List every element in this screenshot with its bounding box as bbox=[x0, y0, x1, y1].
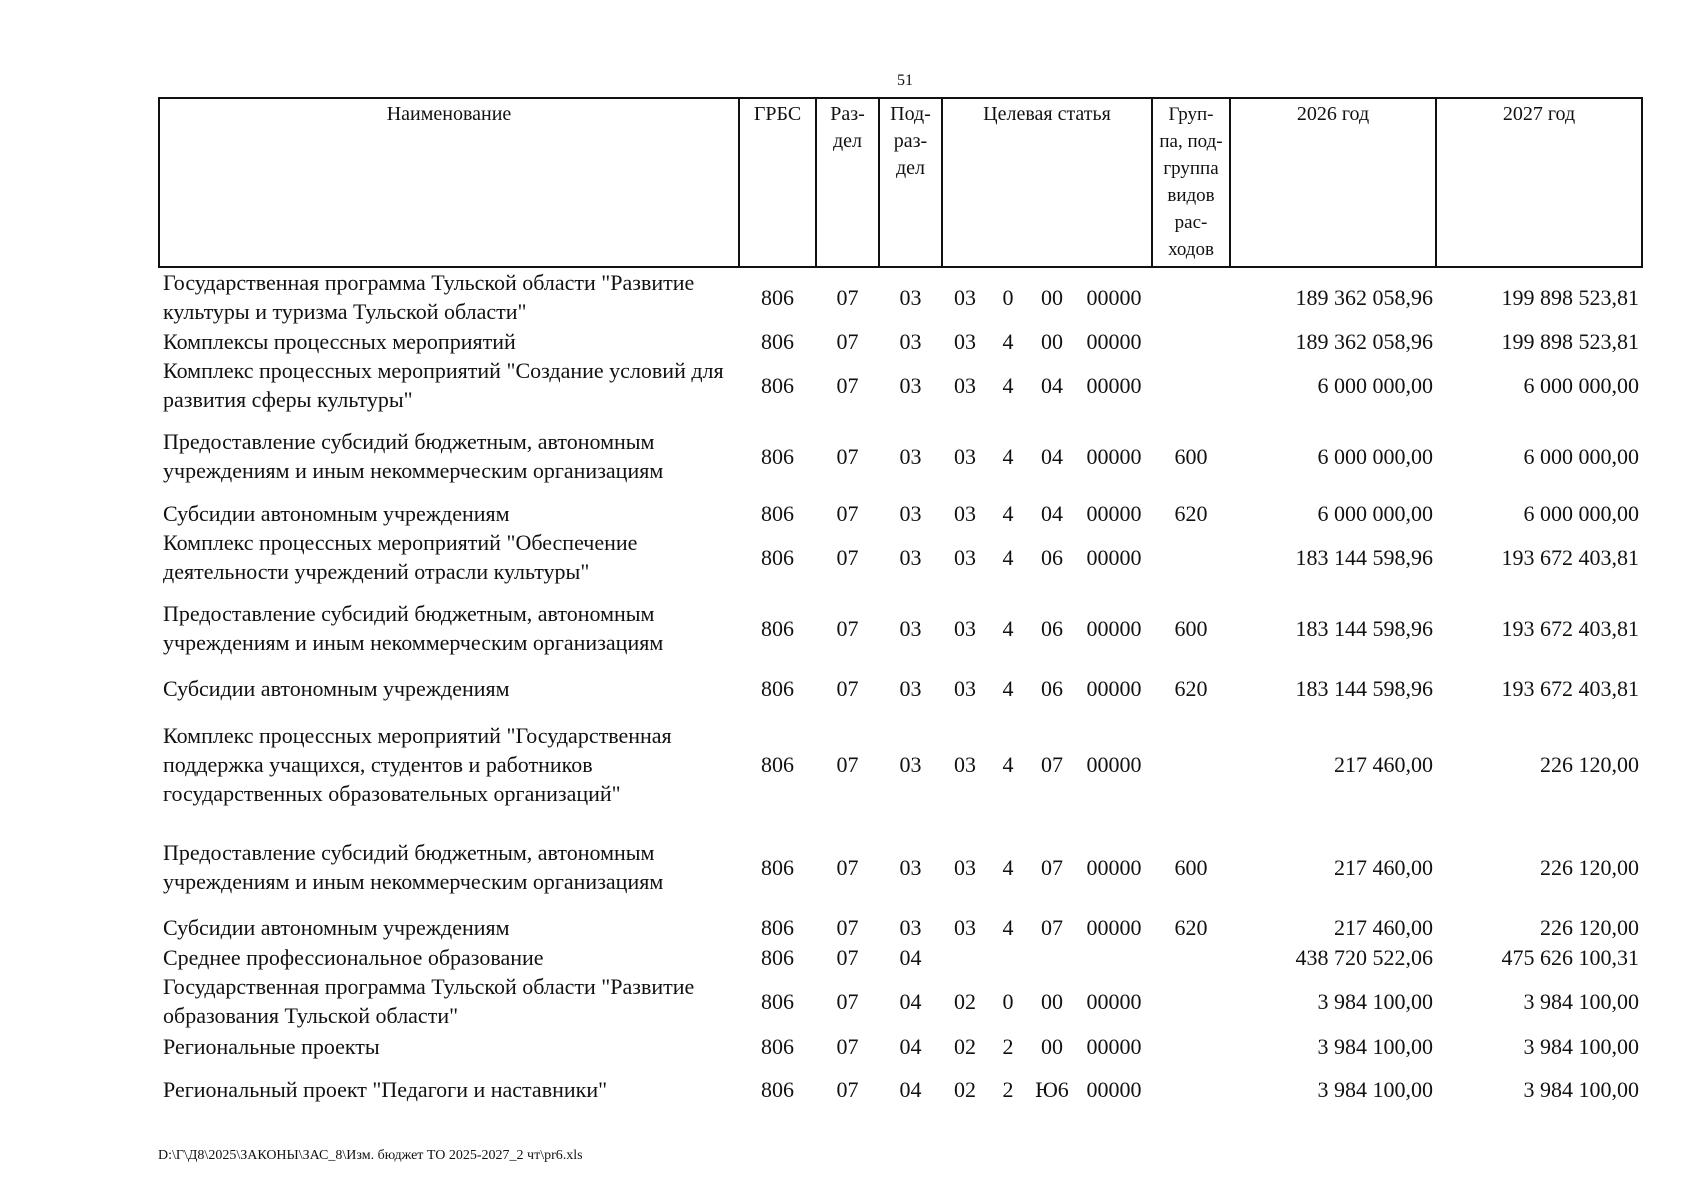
row-target-part: 00000 bbox=[1086, 988, 1142, 1014]
row-razdel: 07 bbox=[836, 1033, 859, 1059]
row-expense-group bbox=[1152, 706, 1230, 822]
row-razdel: 07 bbox=[836, 500, 859, 526]
table-row bbox=[159, 414, 1642, 498]
row-target-part: 4 bbox=[1002, 544, 1014, 570]
row-podrazdel: 03 bbox=[899, 500, 922, 526]
row-target-part: 4 bbox=[1002, 500, 1014, 526]
row-target-part: 4 bbox=[1002, 615, 1014, 641]
table-row bbox=[159, 822, 1642, 912]
row-amount-2027: 6 000 000,00 bbox=[1523, 372, 1639, 398]
row-target-part: 03 bbox=[954, 443, 976, 469]
row-amount-2027: 226 120,00 bbox=[1540, 854, 1639, 880]
row-target-article bbox=[942, 267, 1152, 326]
table-row bbox=[159, 912, 1642, 942]
row-amount-2027: 193 672 403,81 bbox=[1501, 615, 1639, 641]
row-target-part: 4 bbox=[1002, 914, 1014, 940]
row-expense-group bbox=[1152, 972, 1230, 1030]
row-expense-group: 600 bbox=[1174, 854, 1208, 880]
row-target-part: 02 bbox=[954, 988, 976, 1014]
row-razdel: 07 bbox=[836, 751, 859, 777]
row-target-part: 4 bbox=[1002, 443, 1014, 469]
row-target-part: 00000 bbox=[1086, 328, 1142, 354]
row-amount-2026: 6 000 000,00 bbox=[1317, 500, 1433, 526]
header-year-2027: 2027 год bbox=[1436, 98, 1642, 267]
row-expense-group bbox=[1152, 267, 1230, 326]
row-target-part: 00 bbox=[1041, 1033, 1063, 1059]
table-row bbox=[159, 586, 1642, 670]
row-target-part: 00 bbox=[1041, 284, 1063, 310]
row-podrazdel: 04 bbox=[899, 1033, 922, 1059]
row-expense-group: 620 bbox=[1174, 914, 1208, 940]
row-amount-2027: 6 000 000,00 bbox=[1523, 500, 1639, 526]
row-podrazdel: 03 bbox=[899, 751, 922, 777]
table-row bbox=[159, 267, 1642, 326]
row-target-part: 06 bbox=[1041, 544, 1063, 570]
row-target-part: 4 bbox=[1002, 675, 1014, 701]
row-target-article bbox=[942, 912, 1152, 942]
row-grbs: 806 bbox=[761, 1076, 794, 1102]
row-target-part: 4 bbox=[1002, 854, 1014, 880]
row-razdel: 07 bbox=[836, 615, 859, 641]
header-expense-group: Груп- па, под- группа видов рас- ходов bbox=[1152, 98, 1230, 267]
header-year-2026: 2026 год bbox=[1230, 98, 1436, 267]
row-target-article bbox=[942, 326, 1152, 356]
row-name: Региональные проекты bbox=[163, 1033, 380, 1059]
table-row bbox=[159, 1030, 1642, 1062]
row-target-article bbox=[942, 972, 1152, 1030]
row-grbs: 806 bbox=[761, 988, 794, 1014]
row-amount-2026: 189 362 058,96 bbox=[1295, 284, 1433, 310]
row-razdel: 07 bbox=[836, 372, 859, 398]
row-name: Среднее профессиональное образование bbox=[163, 944, 544, 970]
row-name: Региональный проект "Педагоги и наставники" bbox=[163, 1076, 608, 1102]
table-row bbox=[159, 670, 1642, 706]
row-target-article bbox=[942, 1030, 1152, 1062]
row-podrazdel: 03 bbox=[899, 675, 922, 701]
row-podrazdel: 04 bbox=[899, 988, 922, 1014]
row-expense-group: 620 bbox=[1174, 675, 1208, 701]
row-target-part: 4 bbox=[1002, 372, 1014, 398]
row-podrazdel: 04 bbox=[899, 1076, 922, 1102]
header-grbs: ГРБС bbox=[739, 98, 816, 267]
row-target-article bbox=[942, 1062, 1152, 1116]
row-amount-2026: 183 144 598,96 bbox=[1295, 615, 1433, 641]
row-target-article bbox=[942, 586, 1152, 670]
row-target-part: 03 bbox=[954, 914, 976, 940]
row-amount-2026: 217 460,00 bbox=[1334, 751, 1433, 777]
row-expense-group bbox=[1152, 356, 1230, 414]
row-target-article bbox=[942, 822, 1152, 912]
row-amount-2026: 183 144 598,96 bbox=[1295, 675, 1433, 701]
row-expense-group: 600 bbox=[1174, 443, 1208, 469]
row-target-article bbox=[942, 356, 1152, 414]
row-razdel: 07 bbox=[836, 988, 859, 1014]
row-amount-2027: 6 000 000,00 bbox=[1523, 443, 1639, 469]
row-amount-2027: 199 898 523,81 bbox=[1501, 284, 1639, 310]
row-razdel: 07 bbox=[836, 1076, 859, 1102]
row-target-part: 0 bbox=[1002, 988, 1014, 1014]
row-target-article bbox=[942, 498, 1152, 528]
row-target-article bbox=[942, 942, 1152, 972]
row-amount-2027: 475 626 100,31 bbox=[1501, 944, 1639, 970]
row-podrazdel: 03 bbox=[899, 615, 922, 641]
row-name: Субсидии автономным учреждениям bbox=[163, 675, 510, 701]
table-body bbox=[159, 267, 1642, 1116]
row-target-part: 03 bbox=[954, 284, 976, 310]
row-amount-2026: 217 460,00 bbox=[1334, 914, 1433, 940]
row-target-part: 00000 bbox=[1086, 443, 1142, 469]
row-expense-group bbox=[1152, 326, 1230, 356]
row-target-part: 2 bbox=[1002, 1033, 1014, 1059]
row-podrazdel: 03 bbox=[899, 284, 922, 310]
row-podrazdel: 04 bbox=[899, 944, 922, 970]
row-target-part: 03 bbox=[954, 372, 976, 398]
table-row bbox=[159, 528, 1642, 586]
table-row bbox=[159, 356, 1642, 414]
row-grbs: 806 bbox=[761, 944, 794, 970]
row-podrazdel: 03 bbox=[899, 443, 922, 469]
table-row bbox=[159, 942, 1642, 972]
row-target-part: 00000 bbox=[1086, 675, 1142, 701]
row-name: Предоставление субсидий бюджетным, автономным учреждениям и иным некоммерческим организациям bbox=[163, 429, 664, 483]
row-target-part: 03 bbox=[954, 544, 976, 570]
header-razdel: Раз- дел bbox=[816, 98, 879, 267]
budget-table bbox=[158, 97, 1643, 1116]
row-target-part: Ю6 bbox=[1035, 1076, 1069, 1102]
row-razdel: 07 bbox=[836, 284, 859, 310]
table-row bbox=[159, 972, 1642, 1030]
row-target-part: 00 bbox=[1041, 988, 1063, 1014]
row-razdel: 07 bbox=[836, 854, 859, 880]
row-target-part: 2 bbox=[1002, 1076, 1014, 1102]
row-target-article bbox=[942, 706, 1152, 822]
row-target-part: 00000 bbox=[1086, 751, 1142, 777]
row-expense-group bbox=[1152, 1030, 1230, 1062]
row-amount-2027: 3 984 100,00 bbox=[1523, 988, 1639, 1014]
row-razdel: 07 bbox=[836, 914, 859, 940]
header-row bbox=[159, 98, 1642, 267]
row-target-part: 00000 bbox=[1086, 615, 1142, 641]
row-grbs: 806 bbox=[761, 284, 794, 310]
table-row bbox=[159, 1062, 1642, 1116]
table-row bbox=[159, 706, 1642, 822]
row-target-part: 00000 bbox=[1086, 544, 1142, 570]
row-target-part: 00000 bbox=[1086, 284, 1142, 310]
header-podrazdel: Под- раз- дел bbox=[879, 98, 942, 267]
row-amount-2027: 226 120,00 bbox=[1540, 751, 1639, 777]
row-target-part: 00000 bbox=[1086, 914, 1142, 940]
row-amount-2026: 183 144 598,96 bbox=[1295, 544, 1433, 570]
row-grbs: 806 bbox=[761, 443, 794, 469]
row-amount-2027: 3 984 100,00 bbox=[1523, 1033, 1639, 1059]
row-target-part: 02 bbox=[954, 1033, 976, 1059]
row-target-part: 4 bbox=[1002, 751, 1014, 777]
row-amount-2026: 6 000 000,00 bbox=[1317, 372, 1433, 398]
row-target-part: 04 bbox=[1041, 443, 1063, 469]
row-name: Государственная программа Тульской области "Развитие образования Тульской области" bbox=[163, 974, 695, 1028]
row-podrazdel: 03 bbox=[899, 328, 922, 354]
row-grbs: 806 bbox=[761, 751, 794, 777]
row-amount-2026: 3 984 100,00 bbox=[1317, 1033, 1433, 1059]
row-podrazdel: 03 bbox=[899, 372, 922, 398]
row-target-article bbox=[942, 528, 1152, 586]
row-expense-group bbox=[1152, 1062, 1230, 1116]
row-target-part: 06 bbox=[1041, 615, 1063, 641]
row-amount-2027: 193 672 403,81 bbox=[1501, 675, 1639, 701]
row-target-part: 00000 bbox=[1086, 854, 1142, 880]
row-podrazdel: 03 bbox=[899, 854, 922, 880]
row-razdel: 07 bbox=[836, 443, 859, 469]
row-target-part: 00 bbox=[1041, 328, 1063, 354]
row-razdel: 07 bbox=[836, 544, 859, 570]
row-grbs: 806 bbox=[761, 372, 794, 398]
row-name: Комплекс процессных мероприятий "Государственная поддержка учащихся, студентов и работников государственных образовательных организаций" bbox=[163, 722, 672, 806]
row-target-part: 07 bbox=[1041, 914, 1063, 940]
row-target-part: 00000 bbox=[1086, 500, 1142, 526]
row-target-part: 04 bbox=[1041, 372, 1063, 398]
row-target-part: 03 bbox=[954, 500, 976, 526]
row-expense-group bbox=[1152, 528, 1230, 586]
row-target-part: 03 bbox=[954, 675, 976, 701]
row-amount-2026: 217 460,00 bbox=[1334, 854, 1433, 880]
row-target-article bbox=[942, 414, 1152, 498]
row-target-part: 03 bbox=[954, 854, 976, 880]
row-grbs: 806 bbox=[761, 500, 794, 526]
row-podrazdel: 03 bbox=[899, 544, 922, 570]
row-razdel: 07 bbox=[836, 944, 859, 970]
row-target-part: 02 bbox=[954, 1076, 976, 1102]
row-grbs: 806 bbox=[761, 854, 794, 880]
row-expense-group: 600 bbox=[1174, 615, 1208, 641]
row-target-part: 04 bbox=[1041, 500, 1063, 526]
row-expense-group bbox=[1152, 942, 1230, 972]
row-amount-2027: 193 672 403,81 bbox=[1501, 544, 1639, 570]
row-grbs: 806 bbox=[761, 615, 794, 641]
page-number: 51 bbox=[897, 72, 913, 89]
row-target-part: 00000 bbox=[1086, 372, 1142, 398]
row-grbs: 806 bbox=[761, 914, 794, 940]
row-target-part: 00000 bbox=[1086, 1033, 1142, 1059]
header-target-article: Целевая статья bbox=[942, 98, 1152, 267]
row-amount-2026: 3 984 100,00 bbox=[1317, 1076, 1433, 1102]
row-amount-2026: 3 984 100,00 bbox=[1317, 988, 1433, 1014]
row-amount-2026: 6 000 000,00 bbox=[1317, 443, 1433, 469]
row-target-part: 03 bbox=[954, 751, 976, 777]
row-target-part: 07 bbox=[1041, 751, 1063, 777]
row-razdel: 07 bbox=[836, 675, 859, 701]
row-grbs: 806 bbox=[761, 675, 794, 701]
row-amount-2026: 189 362 058,96 bbox=[1295, 328, 1433, 354]
row-amount-2027: 199 898 523,81 bbox=[1501, 328, 1639, 354]
row-grbs: 806 bbox=[761, 328, 794, 354]
row-target-part: 07 bbox=[1041, 854, 1063, 880]
table-row bbox=[159, 498, 1642, 528]
row-target-part: 4 bbox=[1002, 328, 1014, 354]
row-name: Государственная программа Тульской области "Развитие культуры и туризма Тульской области" bbox=[163, 270, 695, 324]
row-name: Предоставление субсидий бюджетным, автономным учреждениям и иным некоммерческим организациям bbox=[163, 601, 664, 655]
row-razdel: 07 bbox=[836, 328, 859, 354]
row-name: Комплекс процессных мероприятий "Создание условий для развития сферы культуры" bbox=[163, 358, 724, 412]
row-podrazdel: 03 bbox=[899, 914, 922, 940]
row-name: Субсидии автономным учреждениям bbox=[163, 914, 510, 940]
row-target-part: 00000 bbox=[1086, 1076, 1142, 1102]
row-target-part: 06 bbox=[1041, 675, 1063, 701]
row-amount-2027: 226 120,00 bbox=[1540, 914, 1639, 940]
row-target-part: 03 bbox=[954, 328, 976, 354]
row-target-part: 0 bbox=[1002, 284, 1014, 310]
row-amount-2026: 438 720 522,06 bbox=[1295, 944, 1433, 970]
row-target-part: 03 bbox=[954, 615, 976, 641]
row-name: Комплексы процессных мероприятий bbox=[163, 328, 516, 354]
row-amount-2027: 3 984 100,00 bbox=[1523, 1076, 1639, 1102]
row-grbs: 806 bbox=[761, 544, 794, 570]
table-row bbox=[159, 326, 1642, 356]
row-name: Комплекс процессных мероприятий "Обеспечение деятельности учреждений отрасли культуры" bbox=[163, 530, 638, 584]
header-name: Наименование bbox=[159, 98, 739, 267]
row-expense-group: 620 bbox=[1174, 500, 1208, 526]
row-name: Субсидии автономным учреждениям bbox=[163, 500, 510, 526]
row-name: Предоставление субсидий бюджетным, автономным учреждениям и иным некоммерческим организациям bbox=[163, 840, 664, 894]
row-grbs: 806 bbox=[761, 1033, 794, 1059]
row-target-article bbox=[942, 670, 1152, 706]
file-path-footer: D:\Г\Д8\2025\ЗАКОНЫ\ЗАС_8\Изм. бюджет ТО 2025-2027_2 чт\pr6.xls bbox=[158, 1148, 583, 1163]
